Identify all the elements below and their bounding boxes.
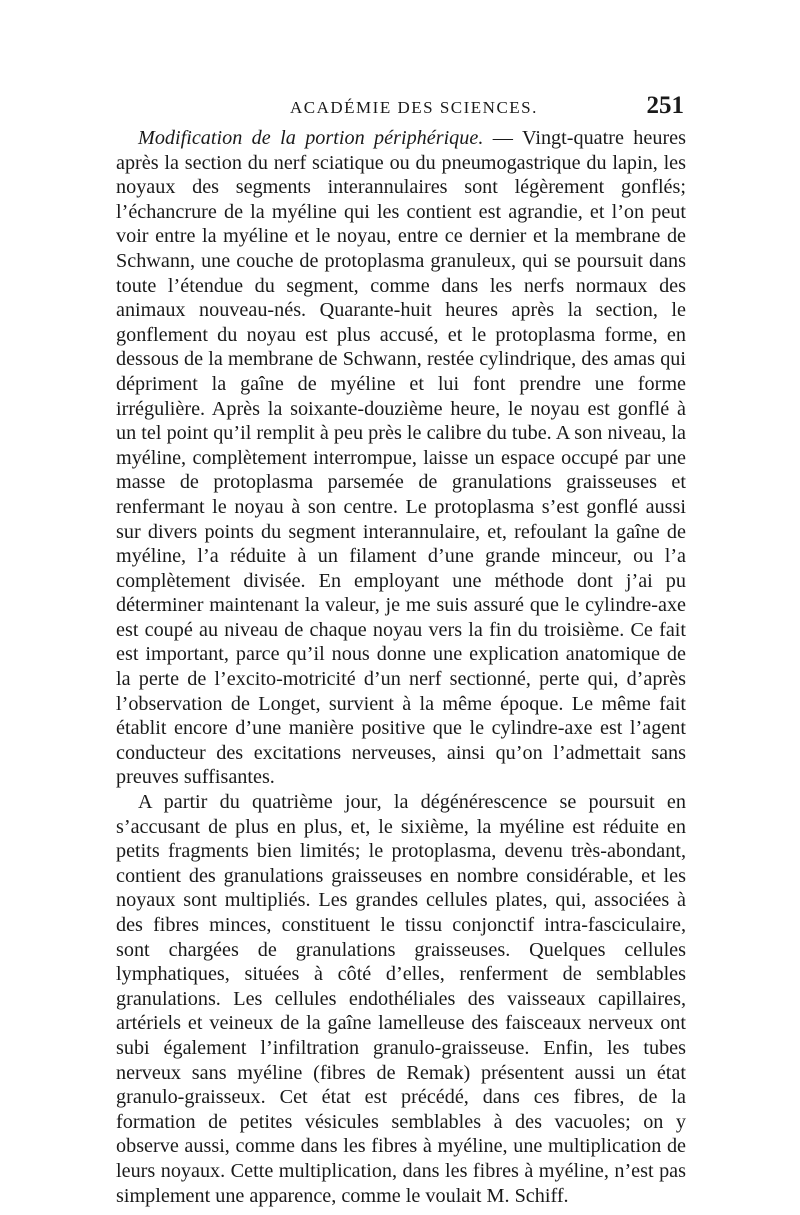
page-header xyxy=(116,92,686,122)
em-dash: — xyxy=(483,127,522,149)
paragraph xyxy=(116,126,686,790)
page-number: 251 xyxy=(646,92,684,119)
paragraph-text: Vingt-quatre heures après la section du nerf sciatique ou du pneumogastrique du lapin, les noyaux des segments interannulaires sont légèrement gonflés; l’échancrure de la myéline qui les contient est agrandie, et l’on peut voir entre la myéline et le noyau, entre ce dernier et la membrane de Schwann, une couche de protoplasma granuleux, qui se poursuit dans toute l’étendue du segment, comme dans les nerfs normaux des animaux nouveau-nés. Quarante-huit heures après la section, le gonflement du noyau est plus accusé, et le protoplasma forme, en dessous de la membrane de Schwann, restée cylindrique, des amas qui dépriment la gaîne de myéline et lui font prendre une forme irrégulière. Après la soixante-douzième heure, le noyau est gonflé à un tel point qu’il remplit à peu près le calibre du tube. A son niveau, la myéline, complètement interrompue, laisse un espace occupé par une masse de protoplasma parsemée de granulations graisseuses et renfermant le noyau à son centre. Le protoplasma s’est gonflé aussi sur divers points du segment interannulaire, et, refoulant la gaîne de myéline, l’a réduite à un filament d’une grande minceur, ou l’a complètement divisée. En employant une méthode dont j’ai pu déterminer maintenant la valeur, je me suis assuré que le cylindre-axe est coupé au niveau de chaque noyau vers la fin du troisième. Ce fait est important, parce qu’il nous donne une explication anatomique de la perte de l’excito-motricité d’un nerf sectionné, perte qui, d’après l’observation de Longet, survient à la même époque. Le même fait établit encore d’une manière positive que le cylindre-axe est l’agent conducteur des excitations nerveuses, ainsi qu’on l’admettait sans preuves suffisantes. xyxy=(116,127,686,789)
body-text xyxy=(116,126,686,1208)
paragraph: A partir du quatrième jour, la dégénérescence se poursuit en s’accusant de plus en plus, et, le sixième, la myéline est réduite en petits fragments bien limités; le protoplasma, devenu très-abondant, contient des granulations graisseuses en nombre considérable, et les noyaux sont multipliés. Les grandes cellules plates, qui, associées à des fibres minces, constituent le tissu conjonctif intra-fasciculaire, sont chargées de granulations graisseuses. Quelques cellules lymphatiques, situées à côté d’elles, renferment de semblables granulations. Les cellules endothéliales des vaisseaux capillaires, artériels et veineux de la gaîne lamelleuse des faisceaux nerveux ont subi également l’infiltration granulo-graisseuse. Enfin, les tubes nerveux sans myéline (fibres de Remak) présentent aussi un état granulo-graisseux. Cet état est précédé, dans ces fibres, de la formation de petites vésicules semblables à des vacuoles; on y observe aussi, comme dans les fibres à myéline, une multiplication de leurs noyaux. Cette multiplication, dans les fibres à myéline, n’est pas simplement une apparence, comme le voulait M. Schiff. xyxy=(116,791,686,1207)
document-page xyxy=(116,92,686,1208)
running-head: ACADÉMIE DES SCIENCES. xyxy=(290,98,538,117)
section-title: Modification de la portion périphérique. xyxy=(138,127,484,149)
